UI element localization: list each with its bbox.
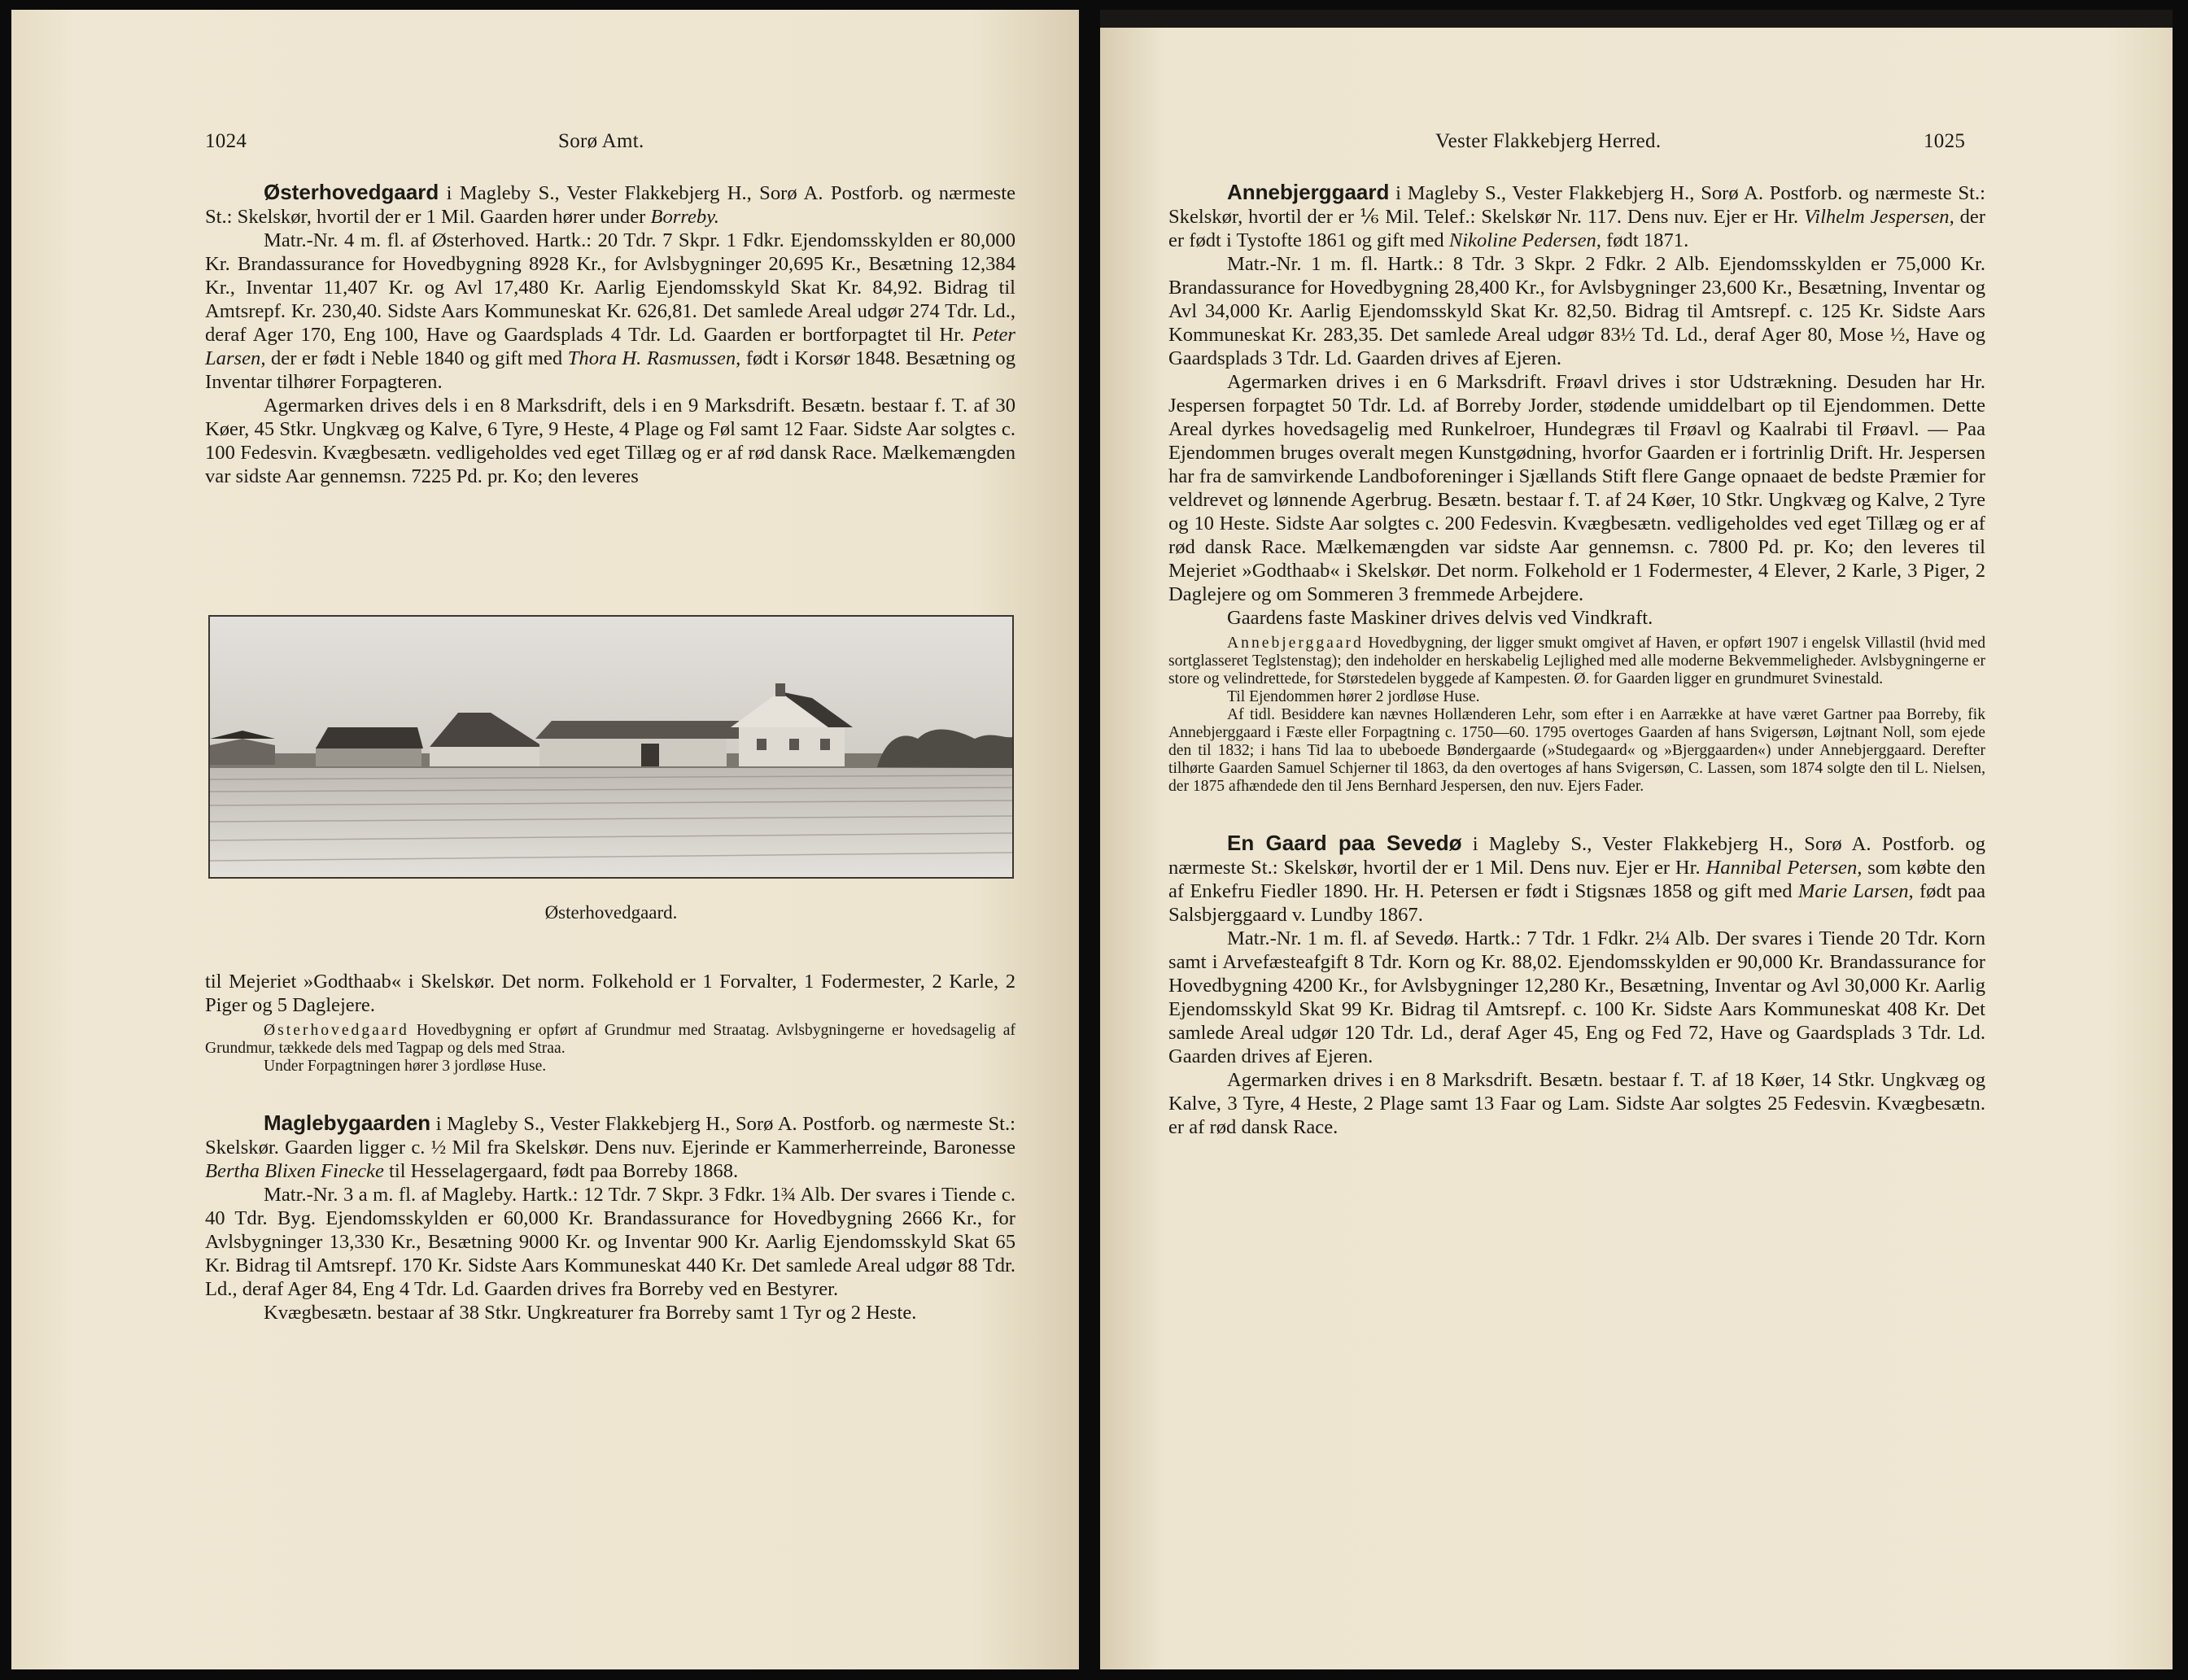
entry-heading: Østerhovedgaard [264,180,439,204]
entry-heading: En Gaard paa Sevedø [1227,831,1462,855]
paragraph: Gaardens faste Maskiner drives delvis ved Vindkraft. [1227,607,1653,629]
small-notes: Annebjerggaard Hovedbygning, der ligger smukt omgivet af Haven, er opført 1907 i engelsk Villastil (hvid med sortglasseret Teglstenstag); den indeholder en herskabelig Lejlighed med alle moderne Bekvemmeligheder. Avlsbygningerne er store og velindrettede, for Størstedelen byggede af Kampesten. Ø. for Gaarden ligger en grundmuret Svinestald. Til Ejendommen hører 2 jordløse Huse. Af tidl. Besiddere kan nævnes Hollænderen Lehr, som efter i en Aarrække at have været Gartner paa Borreby, fik Annebjerggaard i Fæste eller Forpagtning c. 1750—60. 1795 overtoges Gaarden af hans Svigersøn, Løjtnant Noll, som ejede den til 1832; i hans Tid laa to ubeboede Bøndergaarde (»Studegaard« og »Bjerggaarden«) under Annebjerggaard. Derefter tilhørte Gaarden Samuel Schjerner til 1863, da den overtoges af hans Svigersøn, C. Lassen, som 1874 solgte den til L. Nielsen, der 1875 afhændede den til Jens Bernhard Jespersen, den nuv. Ejers Fader. [1168,635,1985,795]
paragraph: Kvægbesætn. bestaar af 38 Stkr. Ungkreaturer fra Borreby samt 1 Tyr og 2 Heste. [264,1302,917,1324]
paragraph: Agermarken drives i en 8 Marksdrift. Besætn. bestaar f. T. af 18 Køer, 14 Stkr. Ungkvæg og Kalve, 3 Tyre, 4 Heste, 2 Plage samt 13 Faar og Lam. Sidste Aar solgtes 25 Fedesvin. Kvægbesætn. er af rød dansk Race. [1168,1069,1985,1138]
photo-caption: Østerhovedgaard. [544,902,678,923]
paragraph: Matr.-Nr. 3 a m. fl. af Magleby. Hartk.: 12 Tdr. 7 Skpr. 3 Fdkr. 1¾ Alb. Der svares i Tiende c. 40 Tdr. Byg. Ejendomsskylden er 60,000 Kr. Brandassurance for Hovedbygning 2666 Kr., for Avlsbygninger 13,330 Kr., Besætning 9000 Kr. og Inventar 900 Kr. Aarlig Ejendomsskyld Skat 65 Kr. Bidrag til Amtsrepf. 170 Kr. Sidste Aars Kommuneskat 440 Kr. Det samlede Areal udgør 88 Tdr. Ld., deraf Ager 84, Eng 4 Tdr. Ld. Gaarden drives fra Borreby ved en Bestyrer. [205,1184,1015,1300]
entry-osterhovedgaard: Østerhovedgaard i Magleby S., Vester Flakkebjerg H., Sorø A. Postforb. og nærmeste St.: Skelskør, hvortil der er 1 Mil. Gaarden hører under Borreby. Matr.-Nr. 4 m. fl. af Østerhoved. Hartk.: 20 Tdr. 7 Skpr. 1 Fdkr. Ejendomsskylden er 80,000 Kr. Brandassurance for Hovedbygning 8928 Kr., for Avlsbygninger 20,695 Kr., Besætning 12,384 Kr., Inventar 11,407 Kr. og Avl 17,480 Kr. Aarlig Ejendomsskyld Skat Kr. 84,92. Bidrag til Amtsrepf. Kr. 230,40. Sidste Aars Kommuneskat Kr. 626,81. Det samlede Areal udgør 274 Tdr. Ld., deraf Ager 170, Eng 100, Have og Gaardsplads 4 Tdr. Ld. Gaarden er bortforpagtet til Hr. Peter Larsen, der er født i Neble 1840 og gift med Thora H. Rasmussen, født i Korsør 1848. Besætning og Inventar tilhører Forpagteren. Agermarken drives dels i en 8 Marksdrift, dels i en 9 Marksdrift. Besætn. bestaar f. T. af 30 Køer, 45 Stkr. Ungkvæg og Kalve, 6 Tyre, 9 Heste, 4 Plage og Føl samt 12 Faar. Sidste Aar solgtes c. 100 Fedesvin. Kvægbesætn. vedligeholdes ved eget Tillæg og er af rød dansk Race. Mælkemængden var sidste Aar gennemsn. 7225 Pd. pr. Ko; den leveres [205,180,1015,487]
page-number: 1025 [1924,130,1966,152]
right-page [1100,10,2173,1669]
paragraph: Agermarken drives dels i en 8 Marksdrift, dels i en 9 Marksdrift. Besætn. bestaar f. T. af 30 Køer, 45 Stkr. Ungkvæg og Kalve, 6 Tyre, 9 Heste, 4 Plage og Føl samt 12 Faar. Sidste Aar solgtes c. 100 Fedesvin. Kvægbesætn. vedligeholdes ved eget Tillæg og er af rød dansk Race. Mælkemængden var sidste Aar gennemsn. 7225 Pd. pr. Ko; den leveres [205,395,1015,487]
small-notes: Østerhovedgaard Hovedbygning er opført af Grundmur med Straatag. Avlsbygningerne er hovedsagelig af Grundmur, tækkede dels med Tagpap og dels med Straa. Under Forpagtningen hører 3 jordløse Huse. [205,1022,1015,1075]
left-page [11,10,1079,1669]
paragraph: Agermarken drives i en 6 Marksdrift. Frøavl drives i stor Udstrækning. Desuden har Hr. Jespersen forpagtet 50 Tdr. Ld. af Borreby Jorder, stødende umiddelbart op til Ejendommen. Dette Areal dyrkes hovedsagelig med Runkelroer, Hundegræs til Frøavl og Kaalrabi til Frøavl. — Paa Ejendommen bruges overalt megen Kunstgødning, hvorfor Gaarden er i fortrinlig Drift. Hr. Jespersen har fra de samvirkende Landboforeninger i Sjællands Stift flere Gange opnaaet de bedste Præmier for veldrevet og lønnende Agerbrug. Besætn. bestaar f. T. af 24 Køer, 10 Stkr. Ungkvæg og Kalve, 2 Tyre og 10 Heste. Sidste Aar solgtes c. 200 Fedesvin. Kvægbesætn. vedligeholdes ved eget Tillæg og er af rød dansk Race. Mælkemængden var sidste Aar gennemsn. c. 7800 Pd. pr. Ko; den leveres til Mejeriet »Godthaab« i Skelskør. Det norm. Folkehold er 1 Fodermester, 4 Elever, 2 Karle, 3 Piger, 2 Daglejere og om Sommeren 3 fremmede Arbejdere. [1168,371,1985,605]
paragraph: Matr.-Nr. 1 m. fl. af Sevedø. Hartk.: 7 Tdr. 1 Fdkr. 2¼ Alb. Der svares i Tiende 20 Tdr. Korn samt i Arvefæsteafgift 8 Tdr. Korn og Kr. 88,02. Ejendomsskylden er 90,000 Kr. Brandassurance for Hovedbygning 4200 Kr., for Avlsbygninger 12,280 Kr., Besætning, Inventar og Avl 30,000 Kr. Aarlig Ejendomsskyld Skat 99 Kr. Bidrag til Amtsrepf. c. 100 Kr. Sidste Aars Kommuneskat 408 Kr. Det samlede Areal udgør 120 Tdr. Ld., deraf Ager 45, Eng og Fed 72, Have og Gaardsplads 3 Tdr. Ld. Gaarden drives af Ejeren. [1168,927,1985,1067]
entry-heading: Maglebygaarden [264,1111,431,1135]
paragraph: til Mejeriet »Godthaab« i Skelskør. Det norm. Folkehold er 1 Forvalter, 1 Fodermester, 2 Karle, 2 Piger og 5 Daglejere. [205,971,1015,1016]
entry-osterhovedgaard-cont: til Mejeriet »Godthaab« i Skelskør. Det norm. Folkehold er 1 Forvalter, 1 Fodermester, 2 Karle, 2 Piger og 5 Daglejere. Østerhovedgaard Hovedbygning er opført af Grundmur med Straatag. Avlsbygningerne er hovedsagelig af Grundmur, tækkede dels med Tagpap og dels med Straa. Under Forpagtningen hører 3 jordløse Huse. Maglebygaarden i Magleby S., Vester Flakkebjerg H., Sorø A. Postforb. og nærmeste St.: Skelskør. Gaarden ligger c. ½ Mil fra Skelskør. Dens nuv. Ejerinde er Kammerherreinde, Baronesse Bertha Blixen Finecke til Hesselagergaard, født paa Borreby 1868. Matr.-Nr. 3 a m. fl. af Magleby. Hartk.: 12 Tdr. 7 Skpr. 3 Fdkr. 1¾ Alb. Der svares i Tiende c. 40 Tdr. Byg. Ejendomsskylden er 60,000 Kr. Brandassurance for Hovedbygning 2666 Kr., for Avlsbygninger 13,330 Kr., Besætning 9000 Kr. og Inventar 900 Kr. Aarlig Ejendomsskyld Skat 65 Kr. Bidrag til Amtsrepf. 170 Kr. Sidste Aars Kommuneskat 440 Kr. Det samlede Areal udgør 88 Tdr. Ld., deraf Ager 84, Eng 4 Tdr. Ld. Gaarden drives fra Borreby ved en Bestyrer. Kvægbesætn. bestaar af 38 Stkr. Ungkreaturer fra Borreby samt 1 Tyr og 2 Heste. [205,971,1015,1324]
entry-heading: Annebjerggaard [1227,180,1390,204]
running-head: Vester Flakkebjerg Herred. [1435,130,1662,152]
running-head: Sorø Amt. [558,130,644,152]
entry-annebjerggaard: Annebjerggaard i Magleby S., Vester Flakkebjerg H., Sorø A. Postforb. og nærmeste St.: Skelskør, hvortil der er ⅙ Mil. Telef.: Skelskør Nr. 117. Dens nuv. Ejer er Hr. Vilhelm Jespersen, der er født i Tystofte 1861 og gift med Nikoline Pedersen, født 1871. Matr.-Nr. 1 m. fl. Hartk.: 8 Tdr. 3 Skpr. 2 Fdkr. 2 Alb. Ejendomsskylden er 75,000 Kr. Brandassurance for Hovedbygning 28,400 Kr., for Avlsbygninger 23,600 Kr., Besætning, Inventar og Avl 34,000 Kr. Aarlig Ejendomsskyld Skat Kr. 82,50. Bidrag til Amtsrepf. c. 125 Kr. Sidste Aars Kommuneskat Kr. 283,35. Det samlede Areal udgør 83½ Td. Ld., deraf Ager 80, Mose ½, Have og Gaardsplads 3 Tdr. Ld. Gaarden drives af Ejeren. Agermarken drives i en 6 Marksdrift. Frøavl drives i stor Udstrækning. Desuden har Hr. Jespersen forpagtet 50 Tdr. Ld. af Borreby Jorder, stødende umiddelbart op til Ejendommen. Dette Areal dyrkes hovedsagelig med Runkelroer, Hundegræs til Frøavl og Kaalrabi til Frøavl. — Paa Ejendommen bruges overalt megen Kunstgødning, hvorfor Gaarden er i fortrinlig Drift. Hr. Jespersen har fra de samvirkende Landboforeninger i Sjællands Stift flere Gange opnaaet de bedste Præmier for veldrevet og lønnende Agerbrug. Besætn. bestaar f. T. af 24 Køer, 10 Stkr. Ungkvæg og Kalve, 2 Tyre og 10 Heste. Sidste Aar solgtes c. 200 Fedesvin. Kvægbesætn. vedligeholdes ved eget Tillæg og er af rød dansk Race. Mælkemængden var sidste Aar gennemsn. c. 7800 Pd. pr. Ko; den leveres til Mejeriet »Godthaab« i Skelskør. Det norm. Folkehold er 1 Fodermester, 4 Elever, 2 Karle, 3 Piger, 2 Daglejere og om Sommeren 3 fremmede Arbejdere. Gaardens faste Maskiner drives delvis ved Vindkraft. Annebjerggaard Hovedbygning, der ligger smukt omgivet af Haven, er opført 1907 i engelsk Villastil (hvid med sortglasseret Teglstenstag); den indeholder en herskabelig Lejlighed med alle moderne Bekvemmeligheder. Avlsbygningerne er store og velindrettede, for Størstedelen byggede af Kampesten. Ø. for Gaarden ligger en grundmuret Svinestald. Til Ejendommen hører 2 jordløse Huse. Af tidl. Besiddere kan nævnes Hollænderen Lehr, som efter i en Aarrække at have været Gartner paa Borreby, fik Annebjerggaard i Fæste eller Forpagtning c. 1750—60. 1795 overtoges Gaarden af hans Svigersøn, Løjtnant Noll, som ejede den til 1832; i hans Tid laa to ubeboede Bøndergaarde (»Studegaard« og »Bjerggaarden«) under Annebjerggaard. Derefter tilhørte Gaarden Samuel Schjerner til 1863, da den overtoges af hans Svigersøn, C. Lassen, som 1874 solgte den til L. Nielsen, der 1875 afhændede den til Jens Bernhard Jespersen, den nuv. Ejers Fader. En Gaard paa Sevedø i Magleby S., Vester Flakkebjerg H., Sorø A. Postforb. og nærmeste St.: Skelskør, hvortil der er 1 Mil. Dens nuv. Ejer er Hr. Hannibal Petersen, som købte den af Enkefru Fiedler 1890. Hr. H. Petersen er født i Stigsnæs 1858 og gift med Marie Larsen, født paa Salsbjerggaard v. Lundby 1867. Matr.-Nr. 1 m. fl. af Sevedø. Hartk.: 7 Tdr. 1 Fdkr. 2¼ Alb. Der svares i Tiende 20 Tdr. Korn samt i Arvefæsteafgift 8 Tdr. Korn og Kr. 88,02. Ejendomsskylden er 90,000 Kr. Brandassurance for Hovedbygning 4200 Kr., for Avlsbygninger 12,280 Kr., Besætning, Inventar og Avl 30,000 Kr. Aarlig Ejendomsskyld Skat 99 Kr. Bidrag til Amtsrepf. c. 100 Kr. Sidste Aars Kommuneskat 408 Kr. Det samlede Areal udgør 120 Tdr. Ld., deraf Ager 45, Eng og Fed 72, Have og Gaardsplads 3 Tdr. Ld. Gaarden drives af Ejeren. Agermarken drives i en 8 Marksdrift. Besætn. bestaar f. T. af 18 Køer, 14 Stkr. Ungkvæg og Kalve, 3 Tyre, 4 Heste, 2 Plage samt 13 Faar og Lam. Sidste Aar solgtes 25 Fedesvin. Kvægbesætn. er af rød dansk Race. [1168,180,1986,1138]
paragraph: Matr.-Nr. 1 m. fl. Hartk.: 8 Tdr. 3 Skpr. 2 Fdkr. 2 Alb. Ejendomsskylden er 75,000 Kr. Brandassurance for Hovedbygning 28,400 Kr., for Avlsbygninger 23,600 Kr., Besætning, Inventar og Avl 34,000 Kr. Aarlig Ejendomsskyld Skat Kr. 82,50. Bidrag til Amtsrepf. c. 125 Kr. Sidste Aars Kommuneskat Kr. 283,35. Det samlede Areal udgør 83½ Td. Ld., deraf Ager 80, Mose ½, Have og Gaardsplads 3 Tdr. Ld. Gaarden drives af Ejeren. [1168,253,1985,369]
page-number: 1024 [205,130,247,152]
farm-photo [208,615,1014,879]
